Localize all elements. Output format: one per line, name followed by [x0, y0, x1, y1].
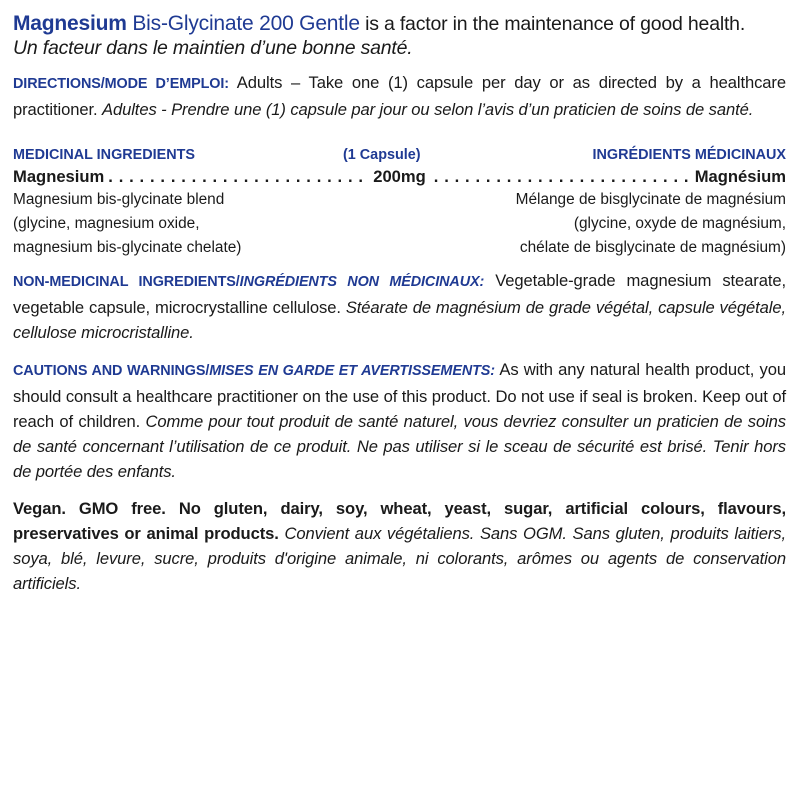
source-fr-line: (glycine, oxyde de magnésium,: [573, 215, 786, 232]
source-en-line: magnesium bis-glycinate chelate): [13, 239, 242, 256]
non-medicinal-text-en: Vegetable-grade magnesium stearate, vegetable capsule, microcrystalline cellulose.: [13, 271, 786, 317]
non-medicinal-label-fr: INGRÉDIENTS NON MÉDICINAUX:: [239, 274, 485, 290]
header-medicinal-fr: INGRÉDIENTS MÉDICINAUX: [592, 147, 786, 163]
non-medicinal-label-en: NON-MEDICINAL INGREDIENTS/: [13, 274, 240, 290]
brand-name: Magnesium: [13, 12, 127, 35]
cautions-label-fr: MISES EN GARDE ET AVERTISSEMENTS:: [209, 363, 495, 379]
source-en: [13, 188, 241, 260]
ingredient-amount: 200mg: [373, 167, 426, 186]
claims-text-fr: Convient aux végétaliens. Sans OGM. Sans gluten, produits laitiers, soya, blé, levure, sucre, produits d'origine animale, ni colorants, arômes ou agents de conservation artificiels.: [13, 524, 786, 593]
claims-section: [13, 496, 786, 596]
non-medicinal-text-fr: Stéarate de magnésium de grade végétal, capsule végétale, cellulose microcristalline.: [13, 298, 787, 342]
ingredient-name-fr: Magnésium: [694, 167, 787, 186]
header-medicinal-en: MEDICINAL INGREDIENTS: [13, 147, 196, 163]
ingredient-name-en: Magnesium: [13, 167, 105, 186]
table-header: [13, 144, 786, 166]
directions-text-fr: Adultes - Prendre une (1) capsule par jour ou selon l’avis d’un praticien de soins de santé.: [102, 100, 754, 119]
directions-label: DIRECTIONS/MODE D’EMPLOI:: [13, 76, 229, 92]
cautions-text-fr: Comme pour tout produit de santé naturel, vous devriez consulter un praticien de soins de santé concernant l’utilisation de ce produit. Ne pas utiliser si le sceau de sécurité est brisé. Tenir hors de portée des enfants.: [13, 412, 786, 481]
intro-block: [13, 12, 786, 60]
directions-section: [13, 70, 786, 122]
cautions-text-en: As with any natural health product, you should consult a healthcare practitioner on the use of this product. Do not use if seal is broken. Keep out of reach of children.: [13, 360, 786, 431]
non-medicinal-section: [13, 268, 786, 345]
claim-en: is a factor in the maintenance of good health.: [365, 13, 746, 35]
directions-text-en: Adults – Take one (1) capsule per day or as directed by a healthcare practitioner.: [13, 73, 786, 119]
source-en-line: (glycine, magnesium oxide,: [13, 215, 200, 232]
source-fr-line: Mélange de bisglycinate de magnésium: [515, 191, 786, 208]
cautions-label-en: CAUTIONS AND WARNINGS/: [13, 363, 210, 379]
ingredient-source: [13, 188, 786, 260]
dot-leader: [108, 166, 365, 188]
ingredient-row: [13, 166, 786, 188]
source-fr: [516, 188, 786, 260]
source-fr-line: chélate de bisglycinate de magnésium): [519, 239, 786, 256]
dot-leader: [434, 166, 691, 188]
medicinal-ingredients-table: [13, 144, 786, 260]
source-en-line: Magnesium bis-glycinate blend: [13, 191, 225, 208]
header-dose: (1 Capsule): [343, 147, 421, 163]
product-variant: Bis-Glycinate 200 Gentle: [132, 12, 360, 35]
claims-text-en: Vegan. GMO free. No gluten, dairy, soy, wheat, yeast, sugar, artificial colours, flavours, preservatives or animal products.: [13, 499, 786, 543]
cautions-section: [13, 357, 786, 484]
product-name: [13, 12, 360, 35]
claim-fr: Un facteur dans le maintien d’une bonne santé.: [13, 37, 413, 59]
